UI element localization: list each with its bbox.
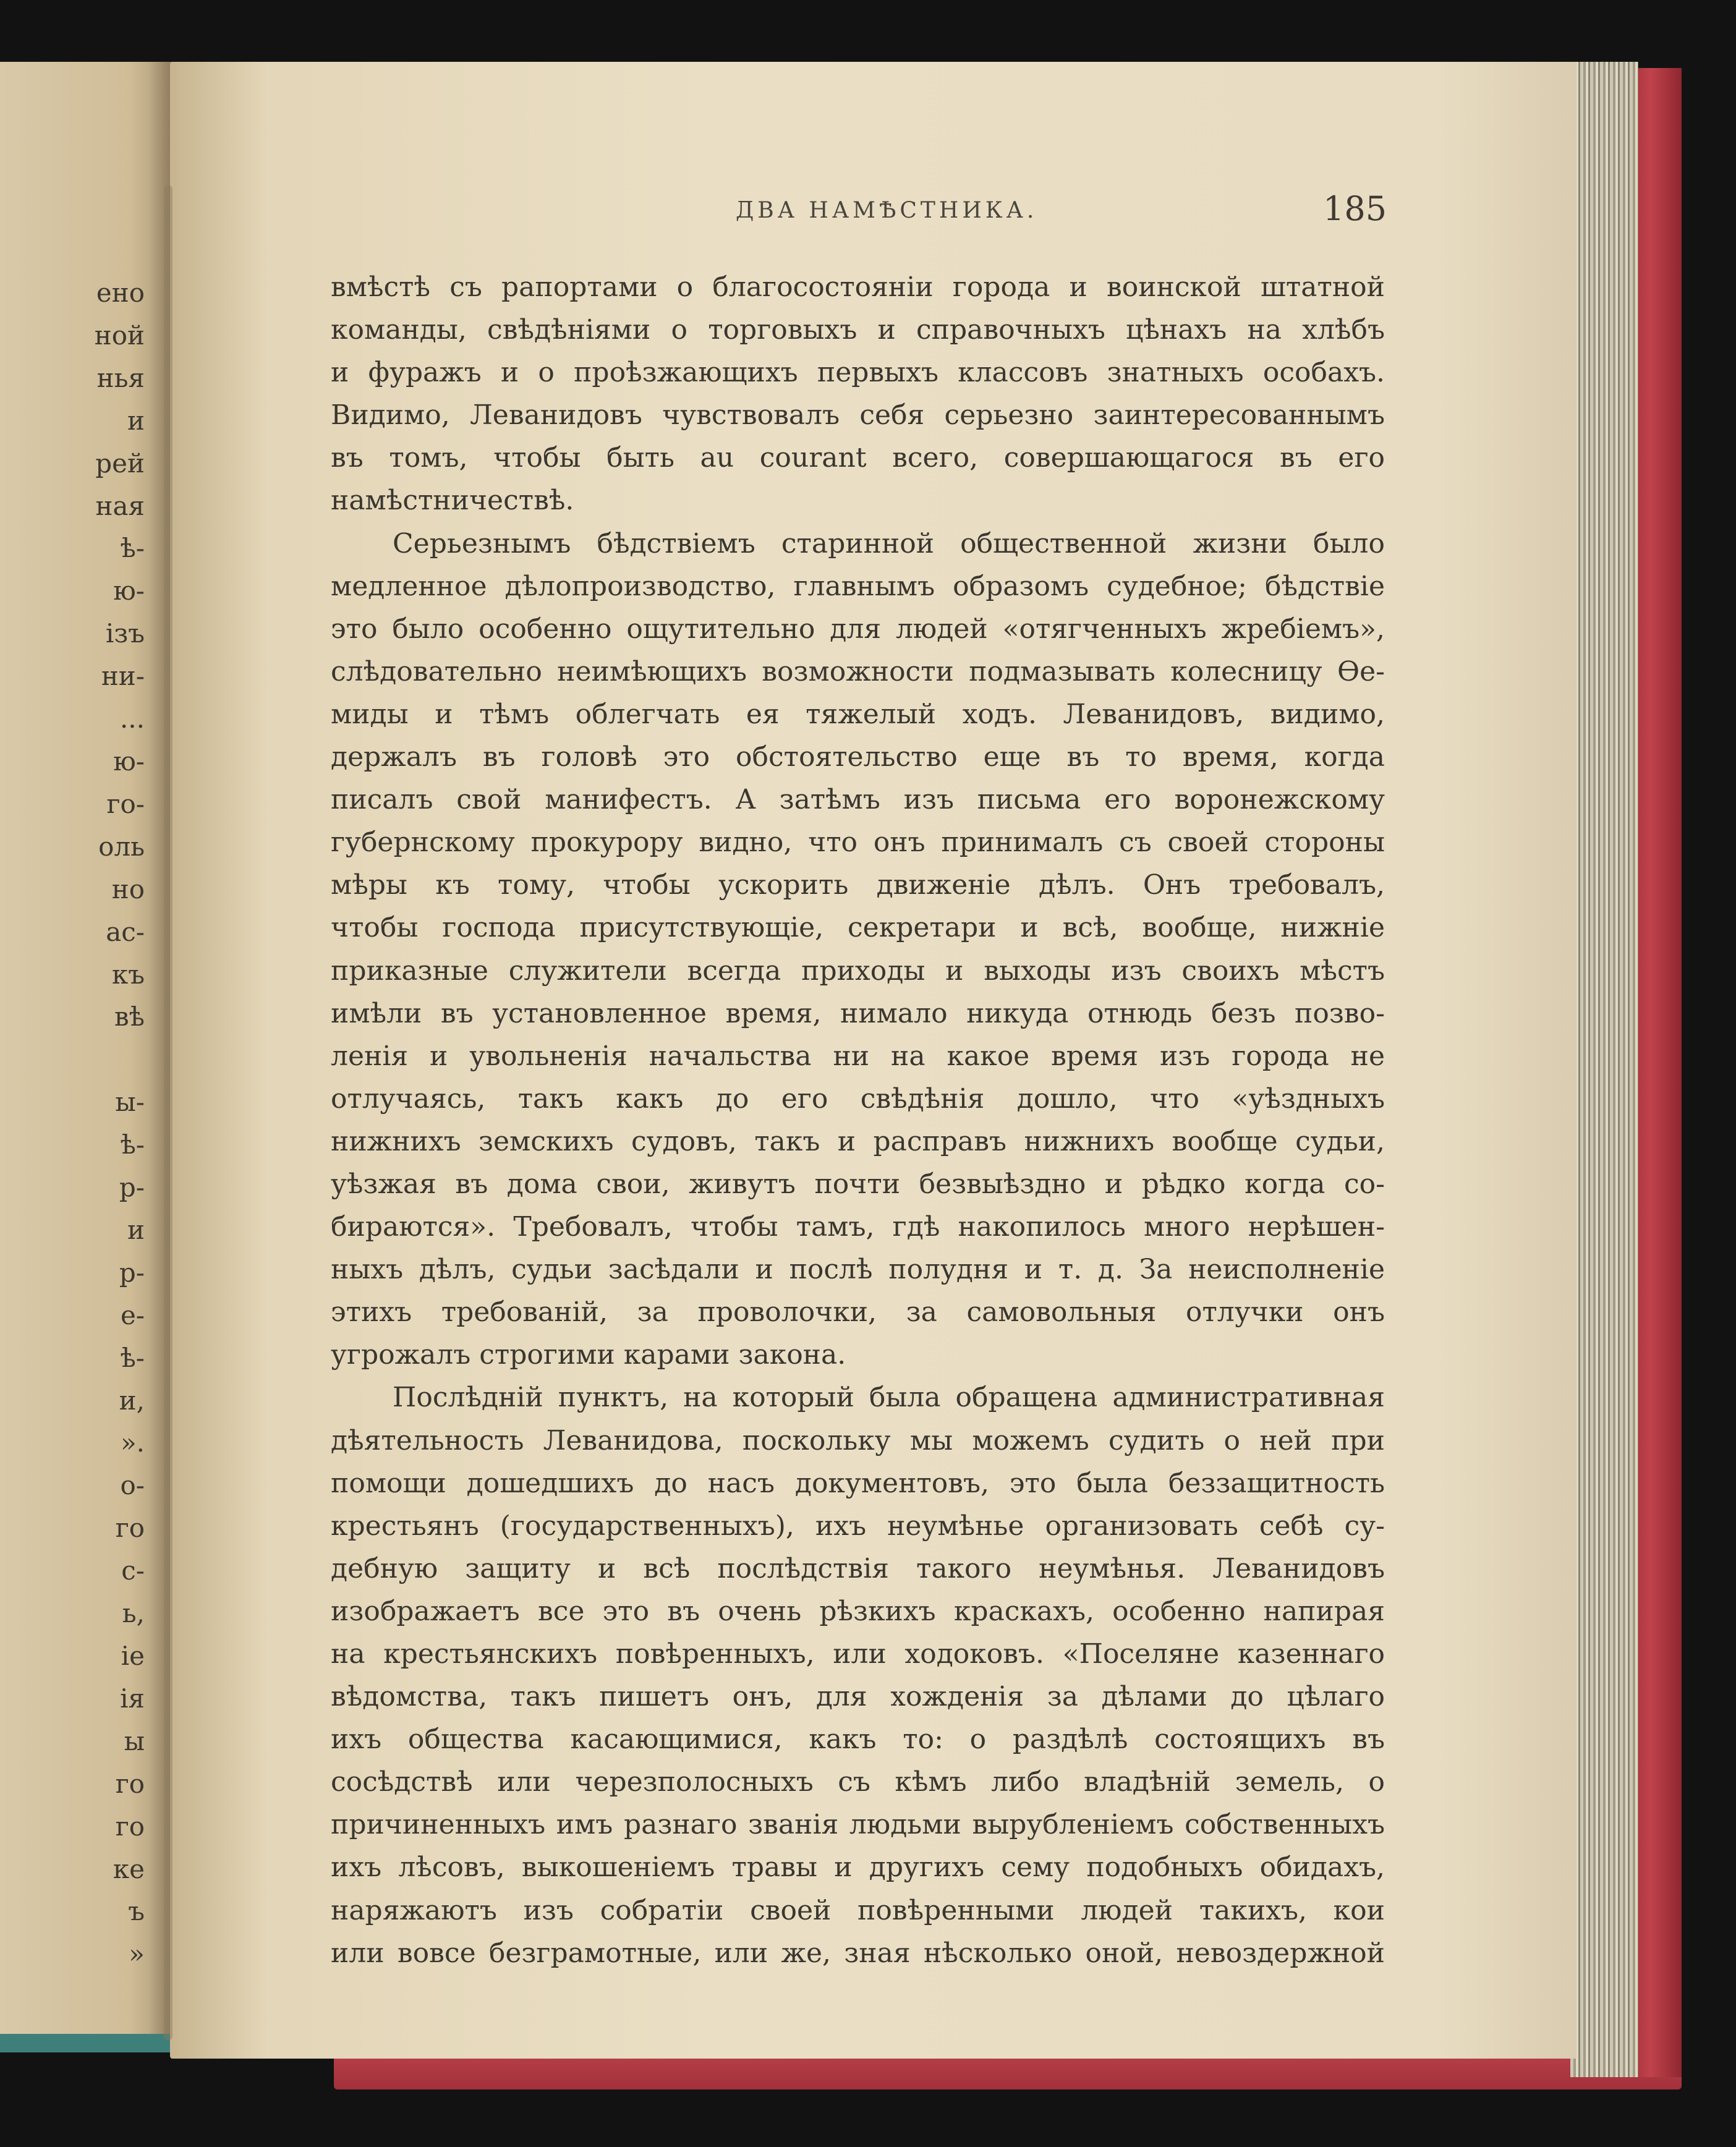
left-page-fragment: » bbox=[129, 1939, 145, 1970]
text-line: команды, свѣдѣніями о торговыхъ и справочныхъ цѣнахъ на хлѣбъ bbox=[331, 314, 1385, 346]
text-line: приказные служители всегда приходы и выходы изъ своихъ мѣстъ bbox=[331, 954, 1385, 987]
text-line: губернскому прокурору видно, что онъ принималъ съ своей стороны bbox=[331, 827, 1385, 859]
text-line: слѣдовательно неимѣющихъ возможности подмазывать колесницу Ѳе- bbox=[331, 655, 1385, 687]
left-page-fragment: ѣ- bbox=[120, 1129, 145, 1160]
page-stack-edge bbox=[1570, 62, 1638, 2077]
left-page-fragment: оль bbox=[98, 831, 145, 862]
left-page-fragment: го bbox=[115, 1513, 145, 1544]
left-page-fragment: нья bbox=[96, 362, 145, 393]
left-page-fragment: е- bbox=[120, 1299, 145, 1330]
text-line: писалъ свой манифестъ. А затѣмъ изъ письма его воронежскому bbox=[331, 784, 1385, 816]
text-line: Послѣдній пунктъ, на который была обращена административная bbox=[393, 1382, 1385, 1414]
left-page-fragment: и, bbox=[119, 1385, 145, 1416]
left-page-fragment: го bbox=[115, 1768, 145, 1799]
text-line: дѣятельность Леванидова, поскольку мы можемъ судить о ней при bbox=[331, 1424, 1385, 1456]
left-page-fragment: ке bbox=[113, 1853, 145, 1884]
text-line: угрожалъ строгими карами закона. bbox=[331, 1339, 846, 1371]
left-page-fragment: ізъ bbox=[105, 618, 145, 649]
text-line: крестьянъ (государственныхъ), ихъ неумѣнье организовать себѣ су- bbox=[331, 1510, 1385, 1542]
text-line: Видимо, Леванидовъ чувствовалъ себя серьезно заинтересованнымъ bbox=[331, 399, 1385, 432]
left-page-fragment: ной bbox=[94, 320, 145, 351]
text-line: держалъ въ головѣ это обстоятельство еще въ то время, когда bbox=[331, 741, 1385, 773]
left-page-fragment: и bbox=[127, 405, 145, 436]
text-line: имѣли въ установленное время, нимало никуда отнюдь безъ позво- bbox=[331, 997, 1385, 1029]
left-page-fragment: но bbox=[111, 874, 145, 904]
left-page-fragment: ія bbox=[120, 1683, 145, 1714]
text-line: наряжаютъ изъ собратіи своей повѣренными людей такихъ, кои bbox=[331, 1894, 1385, 1926]
text-line: помощи дошедшихъ до насъ документовъ, это была беззащитность bbox=[331, 1467, 1385, 1499]
left-page-fragment: ю- bbox=[113, 746, 145, 776]
text-line: вмѣстѣ съ рапортами о благосостояніи города и воинской штатной bbox=[331, 271, 1385, 303]
text-line: въ томъ, чтобы быть au courant всего, совершающагося въ его bbox=[331, 442, 1385, 474]
running-head: ДВА НАМѢСТНИКА. bbox=[736, 198, 1038, 223]
left-page-fragment: ная bbox=[95, 490, 145, 521]
text-line: этихъ требованій, за проволочки, за самовольныя отлучки онъ bbox=[331, 1296, 1385, 1329]
text-line: мѣры къ тому, чтобы ускорить движеніе дѣлъ. Онъ требовалъ, bbox=[331, 869, 1385, 901]
left-page-fragment: ни- bbox=[101, 661, 145, 692]
text-line: нижнихъ земскихъ судовъ, такъ и расправъ нижнихъ вообще судьи, bbox=[331, 1125, 1385, 1157]
text-line: Серьезнымъ бѣдствіемъ старинной общественной жизни было bbox=[393, 527, 1385, 559]
left-page-fragment: ас- bbox=[106, 916, 145, 947]
text-line: причиненныхъ имъ разнаго званія людьми вырубленіемъ собственныхъ bbox=[331, 1809, 1385, 1841]
left-page-fragment: ю- bbox=[113, 576, 145, 606]
text-line: бираются». Требовалъ, чтобы тамъ, гдѣ накопилось много нерѣшен- bbox=[331, 1211, 1385, 1243]
left-page-fragment: го- bbox=[106, 788, 145, 819]
text-line: сосѣдствѣ или черезполосныхъ съ кѣмъ либо владѣній земель, о bbox=[331, 1766, 1385, 1798]
text-line: вѣдомства, такъ пишетъ онъ, для хожденія за дѣлами до цѣлаго bbox=[331, 1681, 1385, 1713]
left-page-fragment: ъ bbox=[128, 1896, 145, 1927]
body-text bbox=[331, 266, 1385, 1975]
text-line: миды и тѣмъ облегчать ея тяжелый ходъ. Леванидовъ, видимо, bbox=[331, 698, 1385, 730]
left-page-fragment: іе bbox=[121, 1641, 145, 1671]
left-page-fragment: ѣ- bbox=[120, 1342, 145, 1373]
text-line: ихъ общества касающимися, какъ то: о раздѣлѣ состоящихъ въ bbox=[331, 1724, 1385, 1756]
text-line: медленное дѣлопроизводство, главнымъ образомъ судебное; бѣдствіе bbox=[331, 570, 1385, 602]
left-page-text-fragments bbox=[0, 272, 148, 1976]
left-page-fragment: ... bbox=[119, 704, 145, 734]
left-page-fragment: го bbox=[115, 1811, 145, 1842]
text-line: и фуражъ и о проѣзжающихъ первыхъ классовъ знатныхъ особахъ. bbox=[331, 357, 1385, 389]
text-line: изображаетъ все это въ очень рѣзкихъ краскахъ, особенно напирая bbox=[331, 1595, 1385, 1627]
text-line: дебную защиту и всѣ послѣдствія такого неумѣнья. Леванидовъ bbox=[331, 1552, 1385, 1584]
left-page-fragment: ь, bbox=[122, 1598, 145, 1629]
text-line: ихъ лѣсовъ, выкошеніемъ травы и другихъ сему подобныхъ обидахъ, bbox=[331, 1852, 1385, 1884]
left-page-fragment: къ bbox=[112, 959, 145, 990]
left-page-fragment: ѣ- bbox=[120, 533, 145, 564]
page-number: 185 bbox=[1323, 189, 1387, 228]
left-page-fragment: р- bbox=[119, 1257, 145, 1288]
left-page-fragment: ы bbox=[124, 1725, 145, 1756]
left-page-fragment: о- bbox=[120, 1470, 145, 1501]
text-line: на крестьянскихъ повѣренныхъ, или ходоковъ. «Поселяне казеннаго bbox=[331, 1638, 1385, 1670]
text-line: намѣстничествѣ. bbox=[331, 485, 574, 517]
text-line: чтобы господа присутствующіе, секретари и всѣ, вообще, нижніе bbox=[331, 912, 1385, 944]
text-line: ленія и увольненія начальства ни на какое время изъ города не bbox=[331, 1040, 1385, 1072]
left-page-fragment: с- bbox=[121, 1555, 145, 1586]
left-page-fragment: ено bbox=[96, 278, 145, 308]
text-line: уѣзжая въ дома свои, живутъ почти безвыѣздно и рѣдко когда со- bbox=[331, 1168, 1385, 1200]
text-line: это было особенно ощутительно для людей «отягченныхъ жребіемъ», bbox=[331, 613, 1385, 645]
left-page-fragment: и bbox=[127, 1214, 145, 1245]
binding-spine bbox=[164, 185, 172, 2040]
text-line: ныхъ дѣлъ, судьи засѣдали и послѣ полудня и т. д. За неисполненіе bbox=[331, 1254, 1385, 1286]
left-page-fragment: р- bbox=[119, 1172, 145, 1203]
left-cover-edge bbox=[0, 2034, 185, 2052]
left-page-fragment: вѣ bbox=[114, 1001, 145, 1032]
left-page-fragment: ». bbox=[120, 1427, 145, 1458]
left-page-fragment bbox=[0, 1039, 148, 1081]
left-page-fragment: рей bbox=[95, 448, 145, 478]
text-line: отлучаясь, такъ какъ до его свѣдѣнія дошло, что «уѣздныхъ bbox=[331, 1082, 1385, 1115]
left-page-fragment: ы- bbox=[115, 1087, 145, 1118]
text-line: или вовсе безграмотные, или же, зная нѣсколько оной, невоздержной bbox=[331, 1937, 1385, 1969]
